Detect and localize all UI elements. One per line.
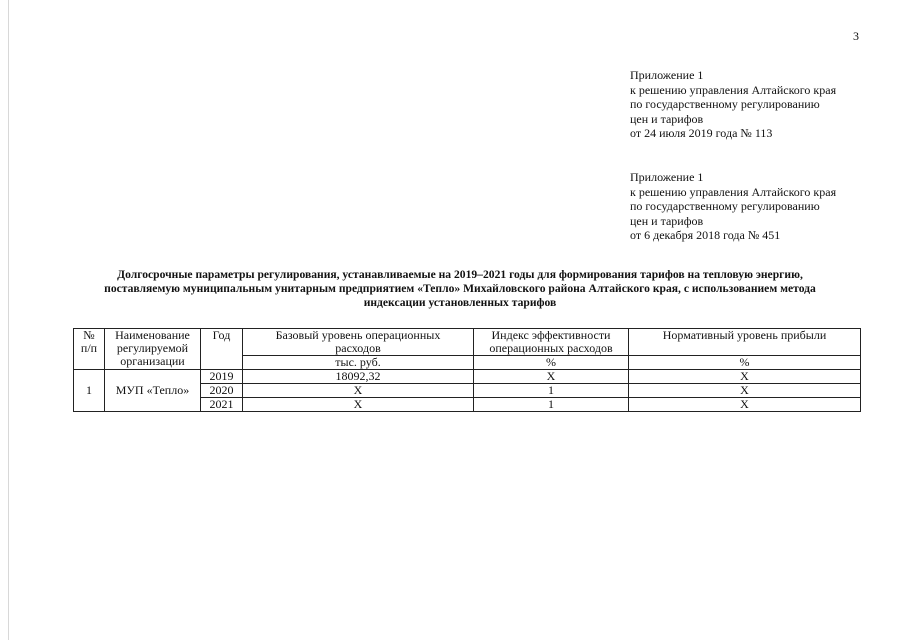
appendix-current-block — [630, 68, 836, 141]
appendix-line: к решению управления Алтайского края — [630, 82, 837, 97]
row-num-cell: 1 — [74, 370, 105, 412]
appendix-line: от 6 декабря 2018 года № 451 — [630, 228, 781, 243]
appendix-line: от 24 июля 2019 года № 113 — [630, 126, 773, 141]
index-cell: 1 — [474, 398, 629, 412]
header-org-line: организации — [120, 354, 185, 368]
title-line: поставляемую муниципальным унитарным предприятием «Тепло» Михайловского района Алтайского края, с использованием метода — [104, 282, 816, 296]
appendix-line: Приложение 1 — [630, 68, 704, 82]
document-title — [60, 268, 860, 311]
appendix-line: цен и тарифов — [630, 213, 704, 228]
header-index-cell — [474, 329, 629, 356]
header-org-line: Наименование — [115, 328, 190, 342]
row-org-name-cell: МУП «Тепло» — [105, 370, 201, 412]
appendix-line: к решению управления Алтайского края — [630, 184, 837, 199]
header-num-cell — [74, 329, 105, 370]
table-row — [74, 370, 861, 384]
header-num-line: № — [83, 328, 95, 342]
header-base-line: расходов — [335, 341, 381, 355]
header-num-line: п/п — [80, 341, 98, 355]
index-cell: X — [474, 370, 629, 384]
appendix-line: цен и тарифов — [630, 111, 704, 126]
header-base-cell — [243, 329, 474, 356]
year-cell: 2019 — [201, 370, 243, 384]
base-cell: X — [243, 398, 474, 412]
page-number: 3 — [853, 29, 859, 43]
header-index-line: операционных расходов — [489, 341, 613, 355]
header-org-line: регулируемой — [116, 341, 189, 355]
appendix-line: Приложение 1 — [630, 170, 704, 184]
appendix-original-block — [630, 170, 836, 243]
appendix-line: по государственному регулированию — [630, 199, 820, 214]
header-index-line: Индекс эффективности — [491, 328, 611, 342]
table-header-row — [74, 329, 861, 356]
profit-cell: X — [629, 398, 861, 412]
parameters-table — [73, 328, 861, 412]
index-cell: 1 — [474, 384, 629, 398]
year-cell: 2021 — [201, 398, 243, 412]
header-org-cell — [105, 329, 201, 370]
title-line: Долгосрочные параметры регулирования, устанавливаемые на 2019–2021 годы для формирования тарифов на тепловую энергию, — [117, 268, 803, 281]
header-year-cell: Год — [201, 329, 243, 370]
profit-cell: X — [629, 384, 861, 398]
unit-base-cell: тыс. руб. — [243, 356, 474, 370]
base-cell: 18092,32 — [243, 370, 474, 384]
page-edge-line — [8, 0, 9, 640]
base-cell: X — [243, 384, 474, 398]
unit-profit-cell: % — [629, 356, 861, 370]
profit-cell: X — [629, 370, 861, 384]
unit-index-cell: % — [474, 356, 629, 370]
year-cell: 2020 — [201, 384, 243, 398]
title-line: индексации установленных тарифов — [363, 296, 557, 310]
appendix-line: по государственному регулированию — [630, 97, 820, 112]
header-profit-cell: Нормативный уровень прибыли — [629, 329, 861, 356]
header-base-line: Базовый уровень операционных — [275, 328, 441, 342]
